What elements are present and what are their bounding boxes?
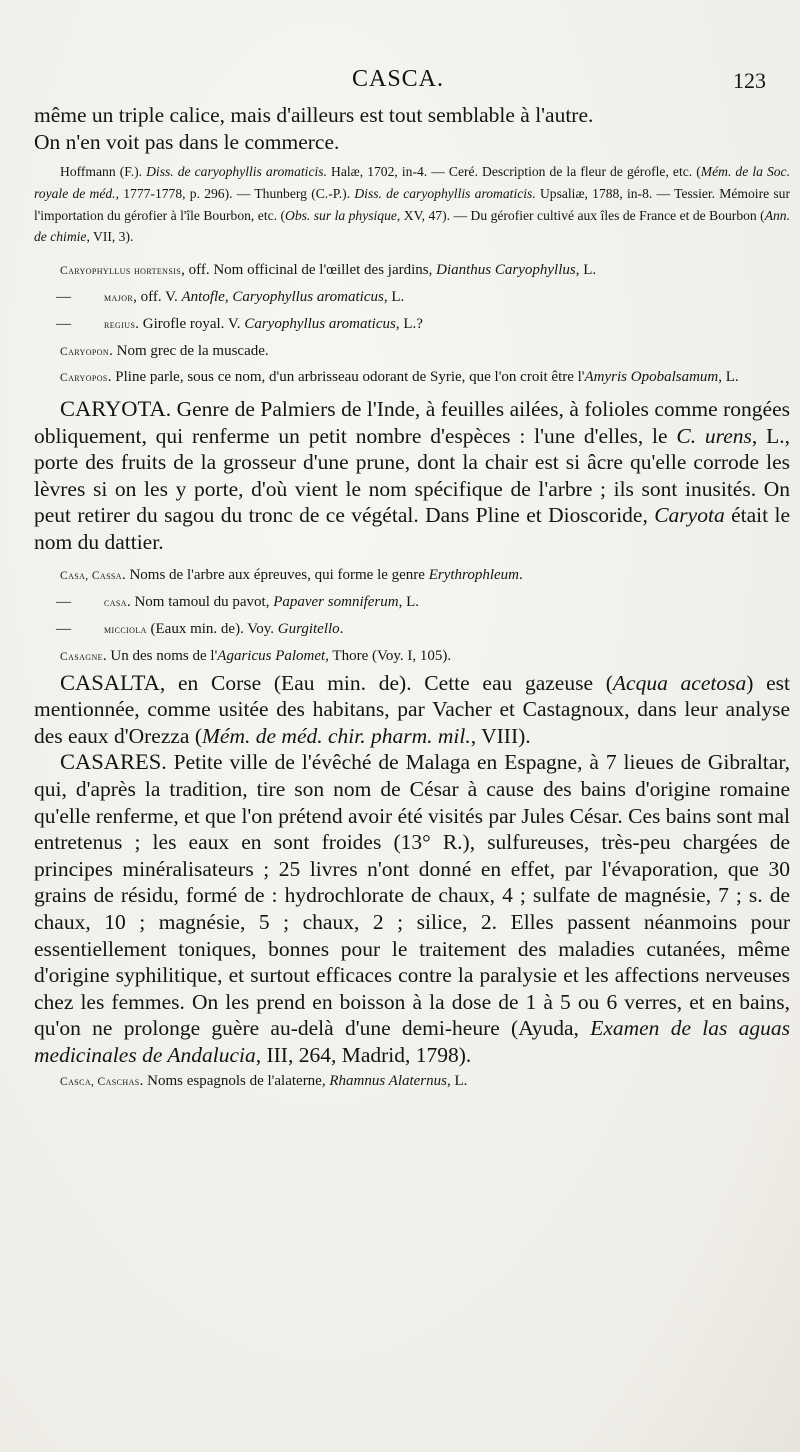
ref-title: Ann. de chimie <box>34 207 790 245</box>
species-name: Amyris Opobalsamum <box>584 369 719 385</box>
entry-text: , en Corse (Eau min. de). Cette eau gazeuse ( <box>159 670 613 695</box>
entry-text: , L. <box>447 1073 468 1090</box>
ref-text: , XV, 47). — Du gérofier cultivé aux îles de France et de Bourbon ( <box>396 207 765 223</box>
running-head <box>0 66 800 100</box>
entry-text: . Pline parle, sous ce nom, d'un arbrisseau odorant de Syrie, que l'on croit être l' <box>107 369 585 385</box>
entry-term: Casca, Caschas <box>60 1076 140 1089</box>
entry-casa-casa <box>34 589 790 616</box>
entry-text: (Eaux min. de). Voy. <box>146 620 278 637</box>
species-name: Antofle <box>181 289 225 305</box>
entry-text: . Nom tamoul du pavot, <box>126 593 274 610</box>
species-name: Erythrophleum <box>428 566 519 583</box>
entry-caryophyllus-major <box>34 284 790 311</box>
species-name: Acqua acetosa <box>612 670 747 695</box>
entry-text: , III, 264, Madrid, 1798). <box>255 1042 472 1067</box>
entry-text: . <box>518 566 523 583</box>
entry-headword: CASALTA <box>60 669 160 695</box>
ref-author: Hoffmann (F.). <box>60 164 147 180</box>
entry-text: , L. <box>575 262 597 278</box>
entry-term: Caryopon <box>60 346 110 358</box>
entry-casagne <box>34 643 790 670</box>
entry-casares <box>34 749 790 1068</box>
entry-term: regius <box>104 319 136 331</box>
entry-text: , off. Nom officinal de l'œillet des jardins, <box>181 262 437 278</box>
entry-text: . Noms de l'arbre aux épreuves, qui forme le genre <box>121 566 429 583</box>
entry-text: . Nom grec de la muscade. <box>109 343 269 359</box>
em-dash: — <box>56 593 71 610</box>
entry-text: , L. <box>383 289 405 305</box>
entry-caryopon <box>34 338 790 365</box>
entry-text: , L.? <box>395 316 423 332</box>
entry-term: major <box>104 292 134 304</box>
entry-text: était le nom du dattier. <box>34 503 790 554</box>
entry-term: Casagne <box>60 650 103 663</box>
ref-text: Halæ, 1702, in-4. — Ceré. Description de la fleur de gérofle, etc. ( <box>326 164 701 180</box>
entry-casa-micciola <box>34 616 790 643</box>
ref-text: , VII, 3). <box>86 229 134 245</box>
entry-text: . <box>339 620 344 637</box>
ref-title: Mém. de la Soc. royale de méd. <box>34 164 790 201</box>
entry-headword: CARYOTA <box>60 396 166 421</box>
entry-text: , L., porte des fruits de la grosseur d'une prune, dont la chair est si âcre qu'elle corrode les lèvres si on les y porte, d'où vient le nom spécifique de l'arbre ; ils sont inusités. On peut retirer du sagou du tronc de ce végétal. Dans Pline et Dioscoride, <box>34 423 790 528</box>
em-dash: — <box>56 316 71 332</box>
entry-term: micciola <box>104 623 147 636</box>
paragraph-line: On n'en voit pas dans le commerce. <box>34 129 340 154</box>
continued-paragraph <box>34 102 790 155</box>
entry-text: . Noms espagnols de l'alaterne, <box>139 1073 330 1090</box>
entry-casalta <box>34 670 790 750</box>
species-name: Dianthus Caryophyllus <box>436 262 576 278</box>
entry-text: . Petite ville de l'évêché de Malaga en Espagne, à 7 lieues de Gibraltar, qui, d'après la tradition, tire son nom de César à cause des bains d'origine romaine qu'elle renferme, et que l'on prétend avoir été visités par Jules César. Ces bains sont mal entretenus ; les eaux en sont froides (13° R.), sulfureuses, très-peu chargées de principes minéralisateurs ; 25 livres n'ont donné en effet, par l'évaporation, que 30 grains de résidu, formé de : hydrochlorate de chaux, 4 ; sulfate de magnésie, 7 ; s. de chaux, 10 ; magnésie, 5 ; chaux, 2 ; silice, 2. Elles passent néanmoins pour essentiellement toniques, bonnes pour le traitement des maladies cutanées, même d'origine syphilitique, et surtout efficaces contre la paralysie et les affections nerveuses chez les femmes. On les prend en boisson à la dose de 1 à 5 ou 6 verres, et en bains, qu'on ne prolonge guère au-delà d'une demi-heure (Ayuda, <box>34 750 790 1041</box>
ref-text: , 1777-1778, p. 296). — Thunberg (C.-P.). <box>115 185 355 201</box>
species-name: Caryota <box>654 503 725 528</box>
entry-text: , L. <box>718 369 739 385</box>
ref-title: Examen de las aguas medicinales de Andalucia <box>34 1016 790 1067</box>
page-body <box>34 102 790 1095</box>
entry-text: , off. V. <box>133 289 182 305</box>
species-name: Gurgitello <box>277 620 340 637</box>
ref-title: Diss. de caryophyllis aromaticis. <box>146 164 327 180</box>
entry-term: casa <box>104 596 127 609</box>
entry-term: Caryopos <box>60 372 108 384</box>
entry-term: Caryophyllus hortensis <box>60 265 182 277</box>
ref-title: Obs. sur la physique <box>285 207 397 223</box>
entry-text: . Girofle royal. V. <box>135 316 245 332</box>
entry-text: , L. <box>398 593 420 610</box>
em-dash: — <box>56 620 71 637</box>
entry-headword: CASARES <box>60 749 162 775</box>
entry-text: , VIII). <box>470 723 531 748</box>
species-name: Rhamnus Alaternus <box>329 1073 447 1090</box>
page-number: 123 <box>733 68 766 93</box>
entry-casa <box>34 562 790 589</box>
species-name: Caryophyllus aromaticus <box>244 316 396 332</box>
species-name: Papaver somniferum <box>273 593 399 610</box>
ref-title: Mém. de méd. chir. pharm. mil. <box>202 723 471 748</box>
entry-casca <box>34 1068 790 1095</box>
paragraph-line: même un triple calice, mais d'ailleurs est tout semblable à l'autre. <box>34 103 594 127</box>
entry-caryophyllus <box>34 257 790 284</box>
entry-term: Casa, Cassa <box>60 569 122 582</box>
species-name: Caryophyllus aromaticus <box>232 289 384 305</box>
species-name: Agaricus Palomet <box>217 647 326 664</box>
entry-text: . Genre de Palmiers de l'Inde, à feuilles ailées, à folioles comme rongées obliquement, qui renferme un petit nombre d'espèces : l'une d'elles, le <box>34 397 790 448</box>
entry-text: . Un des noms de l' <box>102 647 218 664</box>
entry-caryota <box>34 396 790 556</box>
ref-text: Upsaliæ, 1788, in-8. — Tessier. Mémoire sur l'importation du gérofier à l'île Bourbon, etc. ( <box>34 185 790 223</box>
em-dash: — <box>56 289 71 305</box>
bibliography-block <box>34 161 790 248</box>
entry-text: , <box>224 289 233 305</box>
running-title: CASCA. <box>351 66 445 92</box>
entry-caryopos <box>34 365 790 390</box>
entry-text: ) est mentionnée, comme usitée des habitans, par Vacher et Castagnoux, dans leur analyse des eaux d'Orezza ( <box>34 670 791 748</box>
ref-title: Diss. de caryophyllis aromaticis. <box>354 185 536 201</box>
entry-caryophyllus-regius <box>34 311 790 338</box>
species-name: C. urens <box>676 423 752 448</box>
entry-text: , Thore (Voy. I, 105). <box>325 647 452 664</box>
